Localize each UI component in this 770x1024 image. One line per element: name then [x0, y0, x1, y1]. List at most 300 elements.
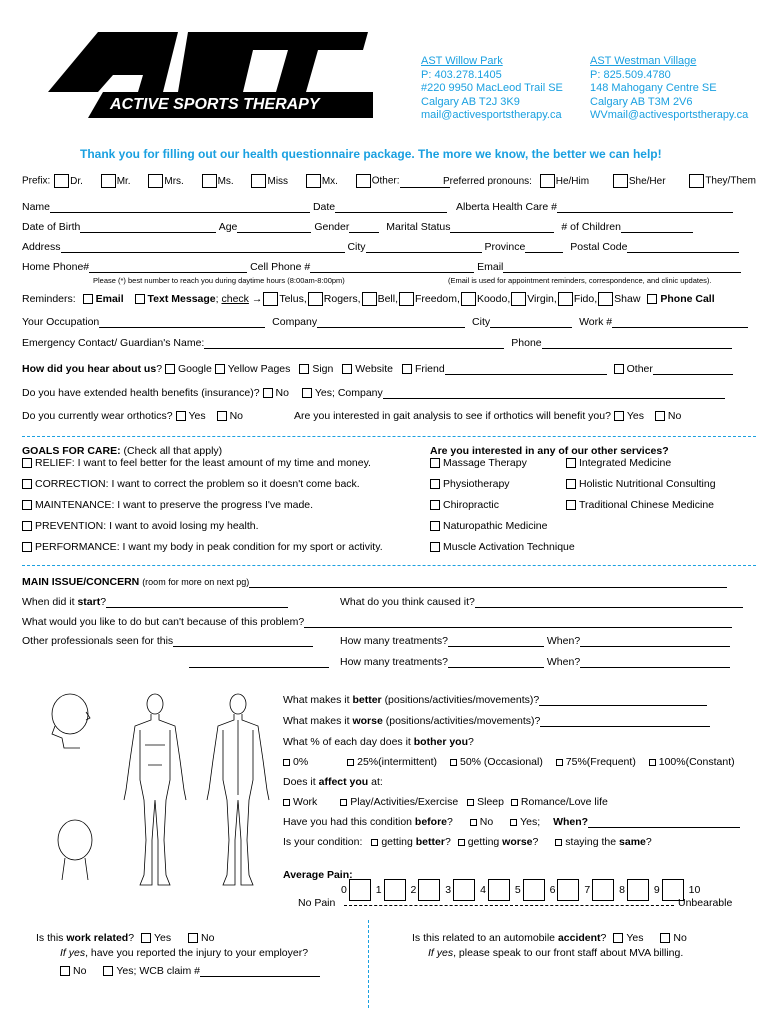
affect-checkbox[interactable]: [283, 799, 290, 806]
postal-field[interactable]: [627, 242, 739, 253]
before-yes-checkbox[interactable]: [510, 819, 517, 826]
carrier-checkbox[interactable]: [263, 292, 278, 306]
pain-high: Unbearable: [678, 897, 733, 909]
goal-key: RELIEF: [35, 457, 72, 469]
wcb-yes: Yes; WCB claim #: [116, 965, 200, 977]
date-field[interactable]: [335, 202, 447, 213]
affect-checkbox[interactable]: [467, 799, 474, 806]
better-field[interactable]: [539, 695, 707, 706]
age-field[interactable]: [237, 222, 311, 233]
hear-option: Google: [177, 363, 212, 375]
auto-speak-row: [428, 947, 683, 959]
getting-label: getting: [467, 836, 500, 848]
goal-text: I want to avoid losing my health.: [109, 520, 259, 532]
other-prof-row: [22, 635, 313, 647]
occupation-row: [22, 316, 748, 328]
better-row: [283, 694, 707, 706]
pain-number: 9: [653, 883, 660, 896]
main-issue-title: MAIN ISSUE/CONCERN: [22, 576, 140, 588]
pain-checkbox[interactable]: [627, 879, 649, 901]
affect-option: Romance/Love life: [520, 796, 608, 808]
ahc-field[interactable]: [557, 202, 733, 213]
staying-same: same: [619, 836, 646, 848]
prefix-checkbox[interactable]: [306, 174, 321, 188]
getting-better: better: [415, 836, 445, 848]
percent-checkbox[interactable]: [347, 759, 354, 766]
other-prof-field[interactable]: [173, 636, 313, 647]
prefix-option: Other:: [371, 175, 400, 187]
carrier-checkbox[interactable]: [461, 292, 476, 306]
pronoun-checkbox[interactable]: [689, 174, 704, 188]
auto-yes: Yes: [626, 932, 644, 944]
pain-checkbox[interactable]: [523, 879, 545, 901]
service-label: Chiropractic: [443, 499, 500, 511]
worse-label-c: (positions/activities/movements)?: [385, 715, 541, 727]
other-prof-label: Other professionals seen for this: [22, 635, 174, 647]
start-field[interactable]: [106, 597, 288, 608]
reminder-call: Phone Call: [660, 292, 715, 305]
worse-field[interactable]: [540, 716, 710, 727]
service-label: Physiotherapy: [443, 478, 510, 490]
service-item: [430, 499, 499, 511]
prefix-option: Dr.: [70, 175, 83, 187]
orthotics-yes: Yes: [188, 410, 206, 422]
phone-row: [22, 261, 741, 273]
reminder-checkbox[interactable]: [83, 294, 93, 304]
better-label-a: What makes it: [283, 694, 350, 706]
prefix-checkbox[interactable]: [148, 174, 163, 188]
clinic-email[interactable]: mail@activesportstherapy.ca: [421, 109, 562, 121]
percent-option: 100%(Constant): [658, 756, 735, 768]
when-field[interactable]: [580, 636, 730, 647]
worse-word: worse: [352, 715, 383, 727]
postal-label: Postal Code: [570, 241, 628, 253]
cant-do-label: What would you like to do but can't because of this problem?: [22, 616, 305, 628]
reminder-email: Email: [95, 292, 124, 305]
prefix-option: Ms.: [217, 175, 234, 187]
emergency-phone-field[interactable]: [542, 338, 732, 349]
wcb-no: No: [73, 965, 87, 977]
pronouns-label: Preferred pronouns:: [443, 175, 532, 187]
head-front-icon: [58, 820, 92, 880]
percent-row: What % of each day does it bother you?: [283, 736, 474, 748]
treatments-field[interactable]: [448, 657, 544, 668]
pain-checkbox[interactable]: [349, 879, 371, 901]
pain-number: 5: [514, 883, 521, 896]
carrier-checkbox[interactable]: [598, 292, 613, 306]
company-field[interactable]: [317, 317, 465, 328]
treatments-label: How many treatments?: [340, 635, 448, 647]
service-item: [430, 478, 510, 490]
hear-checkbox[interactable]: [299, 364, 309, 374]
service-label: Holistic Nutritional Consulting: [579, 478, 716, 490]
clinic-name: AST Westman Village: [590, 55, 697, 67]
work-word: work related: [66, 932, 129, 944]
when-start-label: When did it: [22, 596, 75, 608]
goal-item: RELIEF: I want to feel better for the least amount of my time and money.: [22, 457, 371, 469]
service-item: [430, 457, 527, 469]
condition-checkbox[interactable]: [555, 839, 562, 846]
body-back-icon: [207, 694, 269, 885]
reminder-checkbox[interactable]: [135, 294, 145, 304]
percent-option: 25%(intermittent): [357, 756, 438, 768]
hear-other-field[interactable]: [653, 364, 733, 375]
marital-field[interactable]: [450, 222, 554, 233]
condition-row: Is your condition: getting better? getting worse? staying the same?: [283, 836, 652, 848]
hear-option: Friend: [414, 363, 445, 375]
work-row: Is this work related? Yes No: [36, 932, 215, 944]
ahc-label: Alberta Health Care #: [456, 201, 558, 213]
clinic-city: Calgary AB T3M 2V6: [590, 95, 693, 108]
before-no: No: [479, 816, 494, 828]
service-label: Naturopathic Medicine: [443, 520, 548, 532]
dob-row: [22, 221, 693, 233]
reminders-row: Reminders: Email Text Message; check → Telus, Rogers, Bell, Freedom, Koodo, Virgin, Fido, Shaw Phone Call: [22, 292, 715, 305]
carrier-option: Shaw: [614, 292, 641, 305]
goal-text: I want to feel better for the least amount of my time and money.: [77, 457, 371, 469]
service-label: Muscle Activation Technique: [443, 541, 575, 553]
prefix-option: Mrs.: [164, 175, 184, 187]
marital-label: Marital Status: [386, 221, 451, 233]
city-field[interactable]: [366, 242, 482, 253]
service-checkbox[interactable]: [430, 458, 440, 468]
auto-yes-checkbox[interactable]: [613, 933, 623, 943]
worse-label-a: What makes it: [283, 715, 350, 727]
percent-option: 50% (Occasional): [459, 756, 543, 768]
hear-checkbox[interactable]: [165, 364, 175, 374]
percent-checkbox[interactable]: [556, 759, 563, 766]
goal-key: MAINTENANCE: [35, 499, 112, 511]
cell-phone-field[interactable]: [310, 262, 474, 273]
cant-do-row: [22, 616, 732, 628]
pain-checkbox[interactable]: [488, 879, 510, 901]
auto-speak: , please speak to our front staff about MVA billing.: [453, 947, 684, 959]
main-issue-field[interactable]: [249, 577, 727, 588]
home-phone-label: Home Phone#: [22, 261, 90, 273]
pain-checkbox[interactable]: [418, 879, 440, 901]
main-issue-row: [22, 576, 727, 588]
auto-no: No: [673, 932, 687, 944]
arrow-icon: →: [251, 292, 263, 305]
prefix-row: [22, 174, 450, 188]
name-field[interactable]: [50, 202, 310, 213]
email-field[interactable]: [503, 262, 741, 273]
goal-checkbox[interactable]: [22, 458, 32, 468]
better-word: better: [352, 694, 382, 706]
name-label: Name: [22, 201, 51, 213]
service-item: [566, 457, 671, 469]
children-field[interactable]: [621, 222, 693, 233]
goal-key: PREVENTION: [35, 520, 104, 532]
when-field[interactable]: [580, 657, 730, 668]
carrier-checkbox[interactable]: [308, 292, 323, 306]
percent-checkbox[interactable]: [649, 759, 656, 766]
goal-checkbox[interactable]: [22, 542, 32, 552]
staying-label: staying the: [565, 836, 617, 848]
before-when-field[interactable]: [588, 817, 740, 828]
percent-label-a: What % of each day does it: [283, 736, 411, 748]
occupation-field[interactable]: [99, 317, 265, 328]
hear-checkbox[interactable]: [215, 364, 225, 374]
reminder-checkbox[interactable]: [647, 294, 657, 304]
wcb-row: [60, 965, 320, 977]
benefits-no: No: [275, 387, 289, 399]
work-no-checkbox[interactable]: [188, 933, 198, 943]
auto-row: Is this related to an automobile accident? Yes No: [412, 932, 687, 944]
getting-label: getting: [381, 836, 413, 848]
pronoun-option: They/Them: [705, 175, 756, 187]
province-field[interactable]: [525, 242, 563, 253]
before-no-checkbox[interactable]: [470, 819, 477, 826]
service-label: Massage Therapy: [443, 457, 527, 469]
gait-no: No: [667, 410, 682, 422]
service-label: Traditional Chinese Medicine: [579, 499, 715, 511]
company-label: Company: [272, 316, 318, 328]
affect-option: Play/Activities/Exercise: [350, 796, 459, 808]
orthotics-yes-checkbox[interactable]: [176, 411, 186, 421]
city2-label: City: [472, 316, 491, 328]
affect-row: [283, 776, 383, 788]
clinic-address: 148 Mahogany Centre SE: [590, 82, 717, 94]
clinic-city: Calgary AB T2J 3K9: [421, 95, 520, 108]
service-item: [566, 478, 716, 490]
service-checkbox[interactable]: [430, 542, 440, 552]
logo: [28, 30, 373, 120]
body-diagram[interactable]: [40, 690, 280, 900]
hear-checkbox[interactable]: [342, 364, 352, 374]
goal-item: PREVENTION: I want to avoid losing my health.: [22, 520, 259, 532]
condition-label: Is your condition:: [283, 836, 363, 848]
pain-scale: [341, 879, 700, 901]
work-yes-checkbox[interactable]: [141, 933, 151, 943]
treatments-field[interactable]: [448, 636, 544, 647]
cell-phone-label: Cell Phone #: [250, 261, 311, 273]
work-no: No: [201, 932, 215, 944]
address-row: [22, 241, 739, 253]
service-checkbox[interactable]: [566, 479, 576, 489]
carrier-option: Freedom: [415, 292, 458, 305]
clinic-willow: [421, 55, 563, 123]
pain-number: 4: [480, 883, 486, 896]
company-insurance-field[interactable]: [383, 388, 725, 399]
cant-do-field[interactable]: [304, 617, 732, 628]
carrier-option: Telus: [279, 292, 304, 305]
other-prof-field[interactable]: [189, 657, 329, 668]
goal-checkbox[interactable]: [22, 479, 32, 489]
goal-key: CORRECTION: [35, 478, 106, 490]
carrier-checkbox[interactable]: [399, 292, 414, 306]
orthotics-row: [22, 410, 243, 422]
wcb-yes-checkbox[interactable]: [103, 966, 113, 976]
prefix-checkbox[interactable]: [251, 174, 266, 188]
pain-number: 10: [688, 883, 701, 896]
prefix-checkbox[interactable]: [101, 174, 116, 188]
main-issue-note: (room for more on next pg): [142, 577, 250, 587]
percent-checkbox[interactable]: [450, 759, 457, 766]
emergency-field[interactable]: [204, 338, 504, 349]
prefix-option: Mx.: [321, 175, 338, 187]
head-side-icon: [52, 694, 90, 748]
caused-field[interactable]: [475, 597, 743, 608]
children-label: # of Children: [561, 221, 621, 233]
goal-item: CORRECTION: I want to correct the problem so it doesn't come back.: [22, 478, 360, 490]
pain-checkbox[interactable]: [453, 879, 475, 901]
carrier-checkbox[interactable]: [558, 292, 573, 306]
gait-row: [294, 410, 681, 422]
goals-title: GOALS FOR CARE:: [22, 445, 121, 457]
pain-label: Average Pain:: [283, 869, 353, 881]
auto-if-yes: If yes: [428, 947, 454, 959]
better-label-c: (positions/activities/movements)?: [384, 694, 540, 706]
phone-note: Please (*) best number to reach you during daytime hours (8:00am-8:00pm): [93, 276, 345, 285]
home-phone-field[interactable]: [89, 262, 247, 273]
worse-row: [283, 715, 710, 727]
percent-checkbox[interactable]: [283, 759, 290, 766]
affect-options: [283, 796, 608, 808]
goal-item: PERFORMANCE: I want my body in peak condition for my sport or activity.: [22, 541, 383, 553]
reminder-text: Text Message: [147, 292, 216, 305]
clinic-phone: P: 403.278.1405: [421, 68, 502, 81]
service-checkbox[interactable]: [430, 479, 440, 489]
date-label: Date: [312, 201, 336, 213]
divider: [22, 565, 756, 566]
pain-number: 1: [375, 883, 382, 896]
pain-number: 2: [410, 883, 417, 896]
before-word: before: [414, 816, 448, 828]
goal-checkbox[interactable]: [22, 500, 32, 510]
when-label: When?: [546, 656, 581, 668]
dob-label: Date of Birth: [22, 221, 81, 233]
hear-checkbox[interactable]: [614, 364, 624, 374]
emergency-row: [22, 337, 732, 349]
clinic-name: AST Willow Park: [421, 55, 503, 67]
start-word: start: [77, 596, 101, 608]
wcb-no-checkbox[interactable]: [60, 966, 70, 976]
friend-field[interactable]: [445, 364, 607, 375]
prefix-checkbox[interactable]: [54, 174, 69, 188]
pain-checkbox[interactable]: [592, 879, 614, 901]
service-checkbox[interactable]: [430, 500, 440, 510]
treatments-row-2: [340, 656, 730, 668]
pronoun-checkbox[interactable]: [540, 174, 555, 188]
goals-note: (Check all that apply): [123, 445, 223, 457]
gender-field[interactable]: [349, 222, 379, 233]
carrier-option: Fido: [573, 292, 595, 305]
pain-low: No Pain: [298, 897, 336, 909]
clinic-email[interactable]: WVmail@activesportstherapy.ca: [590, 109, 749, 121]
work-field[interactable]: [612, 317, 748, 328]
pain-number: 8: [619, 883, 625, 896]
condition-checkbox[interactable]: [371, 839, 378, 846]
clinic-westman: [590, 55, 748, 123]
prefix-label: Prefix:: [22, 175, 51, 187]
service-item: [566, 499, 714, 511]
gait-yes: Yes: [626, 410, 644, 422]
province-label: Province: [484, 241, 526, 253]
orthotics-no-checkbox[interactable]: [217, 411, 227, 421]
benefits-no-checkbox[interactable]: [263, 388, 273, 398]
service-checkbox[interactable]: [566, 458, 576, 468]
service-checkbox[interactable]: [430, 521, 440, 531]
gait-yes-checkbox[interactable]: [614, 411, 624, 421]
percent-options: [283, 756, 735, 768]
affect-option: Work: [293, 796, 318, 808]
age-label: Age: [218, 221, 238, 233]
service-label: Integrated Medicine: [579, 457, 672, 469]
when-label: When?: [546, 635, 581, 647]
gait-no-checkbox[interactable]: [655, 411, 665, 421]
prefix-option: Mr.: [116, 175, 131, 187]
pain-checkbox[interactable]: [557, 879, 579, 901]
work-label-a: Is this: [36, 932, 64, 944]
check-label: check: [221, 292, 249, 305]
work-reported: , have you reported the injury to your employer?: [85, 947, 309, 959]
condition-checkbox[interactable]: [458, 839, 465, 846]
emergency-label: Emergency Contact/ Guardian's Name:: [22, 337, 205, 349]
service-checkbox[interactable]: [566, 500, 576, 510]
body-front-icon: [124, 694, 186, 885]
service-item: [430, 520, 547, 532]
benefits-row: [22, 387, 725, 399]
carrier-checkbox[interactable]: [511, 292, 526, 306]
work-label: Work #: [579, 316, 613, 328]
carrier-option: Koodo: [476, 292, 508, 305]
affect-word: affect you: [318, 776, 369, 788]
other-prof-row-2: [189, 656, 329, 668]
service-item: [430, 541, 575, 553]
before-row: Have you had this condition before? No Yes; When?: [283, 816, 740, 828]
hear-checkbox[interactable]: [402, 364, 412, 374]
goal-checkbox[interactable]: [22, 521, 32, 531]
emergency-phone-label: Phone: [511, 337, 542, 349]
prefix-checkbox[interactable]: [356, 174, 371, 188]
clinic-address: #220 9950 MacLeod Trail SE: [421, 82, 563, 94]
services-heading: Are you interested in any of our other services?: [430, 445, 669, 457]
before-when: When?: [553, 816, 589, 828]
pronoun-checkbox[interactable]: [613, 174, 628, 188]
address-label: Address: [22, 241, 61, 253]
prefix-checkbox[interactable]: [202, 174, 217, 188]
work-yes: Yes: [153, 932, 172, 944]
logo-sub: ACTIVE SPORTS THERAPY: [110, 96, 320, 113]
carrier-option: Rogers: [323, 292, 358, 305]
affect-label-a: Does it: [283, 776, 316, 788]
carrier-checkbox[interactable]: [362, 292, 377, 306]
dob-field[interactable]: [80, 222, 216, 233]
caused-label: What do you think caused it?: [340, 596, 475, 608]
thanks-banner: Thank you for filling out our health questionnaire package. The more we know, the better we can help!: [80, 147, 662, 161]
wcb-field[interactable]: [200, 966, 320, 977]
affect-checkbox[interactable]: [511, 799, 518, 806]
work-reported-row: [60, 947, 308, 959]
vertical-divider: [368, 920, 369, 1008]
benefits-yes-checkbox[interactable]: [302, 388, 312, 398]
city2-field[interactable]: [490, 317, 572, 328]
auto-word: accident: [557, 932, 601, 944]
address-field[interactable]: [61, 242, 345, 253]
auto-no-checkbox[interactable]: [660, 933, 670, 943]
start-row: When did it start?: [22, 596, 288, 608]
goal-text: I want to preserve the progress I've made.: [117, 499, 314, 511]
goal-key: PERFORMANCE: [35, 541, 117, 553]
pronoun-option: He/Him: [555, 175, 590, 187]
pain-number: 3: [445, 883, 452, 896]
hear-row: How did you hear about us? Google Yellow Pages Sign Website Friend Other: [22, 363, 733, 375]
pain-checkbox[interactable]: [384, 879, 406, 901]
email-note: (Email is used for appointment reminders, correspondence, and clinic updates).: [448, 276, 712, 285]
occupation-label: Your Occupation: [22, 316, 100, 328]
affect-checkbox[interactable]: [340, 799, 347, 806]
